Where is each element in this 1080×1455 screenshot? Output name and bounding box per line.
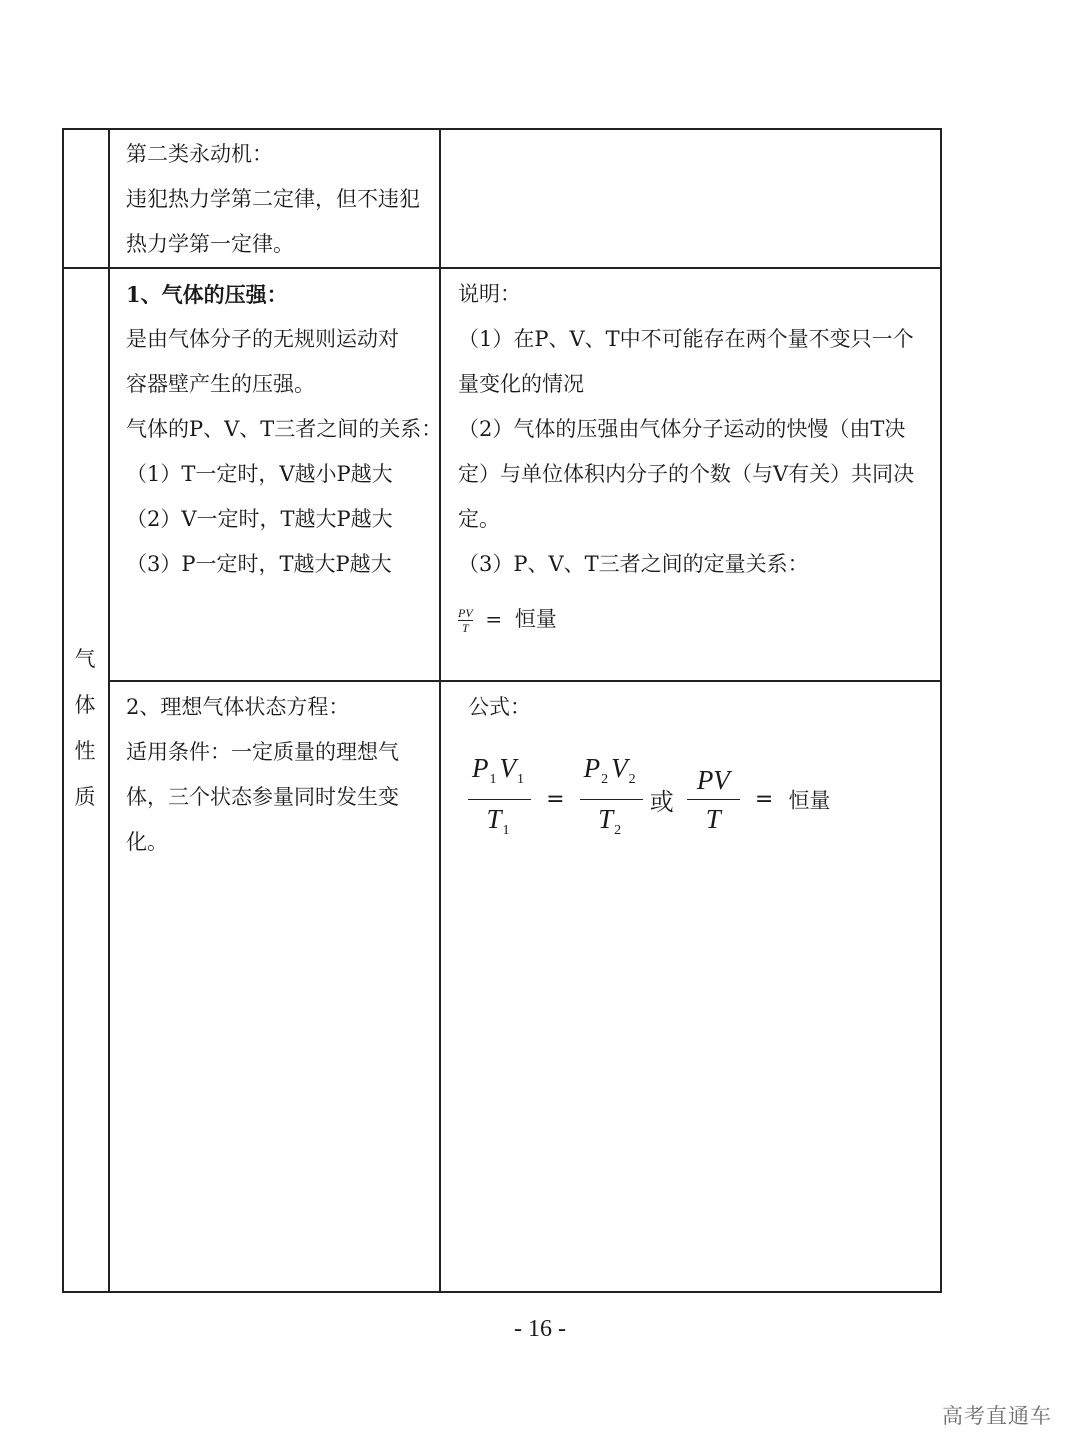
table-border-top (62, 128, 942, 130)
text-line: 定。 (458, 507, 500, 531)
fraction-numerator (468, 753, 531, 799)
or-conjunction: 或 (649, 788, 674, 816)
row1-left-cell (126, 132, 420, 267)
side-label-char: 气 (74, 647, 96, 671)
subscript: 1 (517, 772, 524, 787)
fraction-denominator: T (461, 621, 469, 635)
equals-sign: = (485, 607, 503, 631)
row2-left-cell (126, 272, 442, 587)
var-p: P (472, 753, 489, 783)
row3-left-cell (126, 685, 399, 865)
side-label-char: 性 (74, 739, 96, 763)
var-t: T (486, 804, 502, 834)
side-label-char: 质 (74, 785, 96, 809)
fraction-numerator: PV (696, 765, 730, 795)
subscript: 1 (489, 772, 497, 787)
text-line: 定）与单位体积内分子的个数（与V有关）共同决 (458, 462, 915, 486)
subscript: 2 (601, 772, 609, 787)
row-divider-2 (108, 680, 942, 682)
row2-right-cell (458, 272, 914, 639)
section-heading: 1、气体的压强： (126, 282, 288, 307)
var-p: P (583, 753, 601, 783)
text-line: 适用条件：一定质量的理想气 (126, 740, 399, 764)
equals-sign: = (754, 787, 774, 812)
pv-t-formula (458, 599, 914, 639)
equals-sign: = (546, 787, 565, 812)
text-line: （3）P、V、T三者之间的定量关系： (458, 552, 809, 576)
table-border-right (940, 128, 942, 1293)
subscript: 2 (628, 772, 636, 787)
fraction-denominator: T (705, 804, 721, 834)
fraction-numerator: PV (458, 606, 473, 620)
fraction-denominator (468, 800, 531, 846)
constant-label: 恒量 (514, 607, 557, 631)
var-t: T (598, 804, 614, 834)
text-line: 量变化的情况 (458, 372, 584, 396)
watermark: 高考直通车 (942, 1404, 1052, 1428)
formula-label: 公式： (468, 695, 531, 719)
side-label-gas-properties (62, 636, 108, 820)
text-line: （1）在P、V、T中不可能存在两个量不变只一个 (458, 327, 914, 351)
column-divider-1 (108, 128, 110, 1293)
fraction-denominator (580, 800, 643, 846)
row-divider-1 (62, 267, 942, 269)
var-v: V (611, 753, 628, 783)
table-border-bottom (62, 1291, 942, 1293)
text-line: 体，三个状态参量同时发生变 (126, 785, 399, 809)
text-line: （2）气体的压强由气体分子运动的快慢（由T决 (458, 417, 906, 441)
text-line: 容器壁产生的压强。 (126, 372, 315, 396)
subscript: 1 (502, 823, 510, 838)
row3-right-cell (468, 685, 531, 730)
text-line: （2）V一定时，T越大P越大 (126, 507, 393, 531)
text-line: （3）P一定时，T越大P越大 (126, 552, 392, 576)
text-line: 说明： (458, 282, 521, 306)
side-label-char: 体 (74, 693, 96, 717)
text-line: 第二类永动机： (126, 142, 273, 166)
text-line: 是由气体分子的无规则运动对 (126, 327, 399, 351)
section-heading: 2、理想气体状态方程： (126, 695, 350, 719)
fraction-numerator (580, 753, 643, 799)
state1-fraction (468, 753, 531, 846)
page-number: - 16 - (514, 1316, 566, 1342)
state2-fraction (580, 753, 643, 846)
text-line: 热力学第一定律。 (126, 232, 294, 256)
text-line: 化。 (126, 830, 168, 854)
ideal-gas-formula (468, 753, 830, 846)
pv-over-t-fraction (687, 765, 740, 834)
text-line: 气体的P、V、T三者之间的关系： (126, 417, 443, 441)
subscript: 2 (614, 823, 622, 838)
text-line: 违犯热力学第二定律，但不违犯 (126, 187, 420, 211)
text-line: （1）T一定时，V越小P越大 (126, 462, 393, 486)
summary-table (62, 128, 942, 1293)
pv-over-t-fraction (458, 606, 473, 635)
var-v: V (499, 753, 516, 783)
constant-label: 恒量 (788, 788, 831, 813)
